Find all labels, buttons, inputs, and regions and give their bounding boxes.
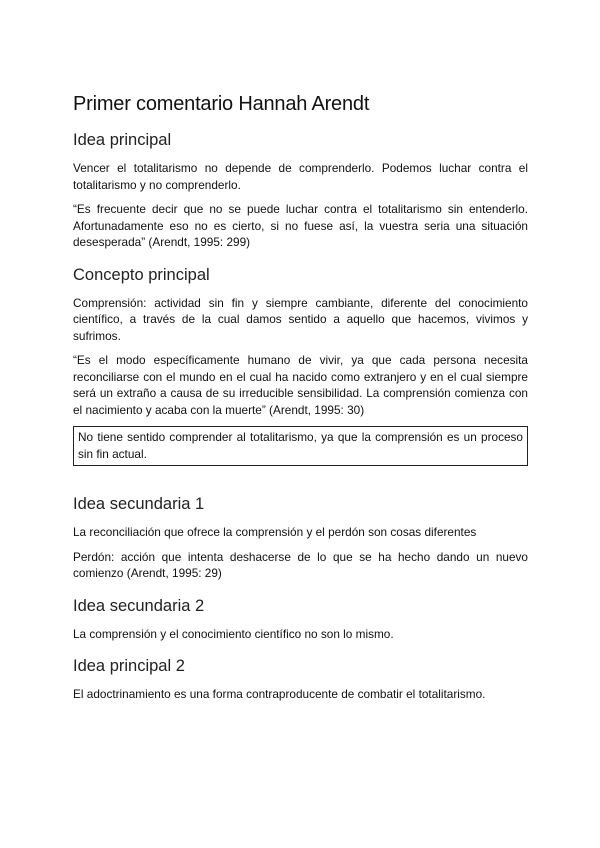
section-concepto-principal xyxy=(73,265,528,467)
section-idea-principal-2 xyxy=(73,656,528,703)
document-title: Primer comentario Hannah Arendt xyxy=(73,93,370,115)
section-idea-secundaria-2 xyxy=(73,596,528,643)
section-heading: Idea principal xyxy=(73,131,172,149)
paragraph: La comprensión y el conocimiento científico no son lo mismo. xyxy=(73,626,394,641)
quote-paragraph: “Es el modo específicamente humano de vivir, ya que cada persona necesita reconciliarse con el mundo en el cual ha nacido como extranjero y en el cual siempre será un extraño a causa de su irreducible sensibilidad. La comprensión comienza con el nacimiento y acaba con la muerte” (Arendt, 1995: 30) xyxy=(73,353,528,417)
definition-paragraph: Perdón: acción que intenta deshacerse de lo que se ha hecho dando un nuevo comienzo (Arendt, 1995: 29) xyxy=(73,549,528,580)
highlight-text: No tiene sentido comprender al totalitarismo, ya que la comprensión es un proceso sin fin actual. xyxy=(78,430,523,461)
quote-paragraph: “Es frecuente decir que no se puede luchar contra el totalitarismo sin entenderlo. Afortunadamente eso no es cierto, si no fuese así, la vuestra seria una situación desesperada” (Arendt, 1995: 299) xyxy=(73,202,528,249)
section-idea-principal xyxy=(73,130,528,251)
paragraph: El adoctrinamiento es una forma contraproducente de combatir el totalitarismo. xyxy=(73,687,486,701)
highlight-box xyxy=(73,426,528,466)
document-content xyxy=(73,92,528,717)
section-heading: Idea secundaria 1 xyxy=(73,495,205,513)
section-idea-secundaria-1 xyxy=(73,494,528,582)
section-heading: Idea secundaria 2 xyxy=(73,596,205,615)
section-heading: Concepto principal xyxy=(73,265,210,284)
paragraph: Vencer el totalitarismo no depende de comprenderlo. Podemos luchar contra el totalitarismo y no comprenderlo. xyxy=(73,161,528,192)
section-heading: Idea principal 2 xyxy=(73,657,185,675)
paragraph: La reconciliación que ofrece la comprensión y el perdón son cosas diferentes xyxy=(73,525,477,539)
definition-paragraph: Comprensión: actividad sin fin y siempre cambiante, diferente del conocimiento científico, a través de la cual damos sentido a aquello que hacemos, vivimos y sufrimos. xyxy=(73,295,528,343)
